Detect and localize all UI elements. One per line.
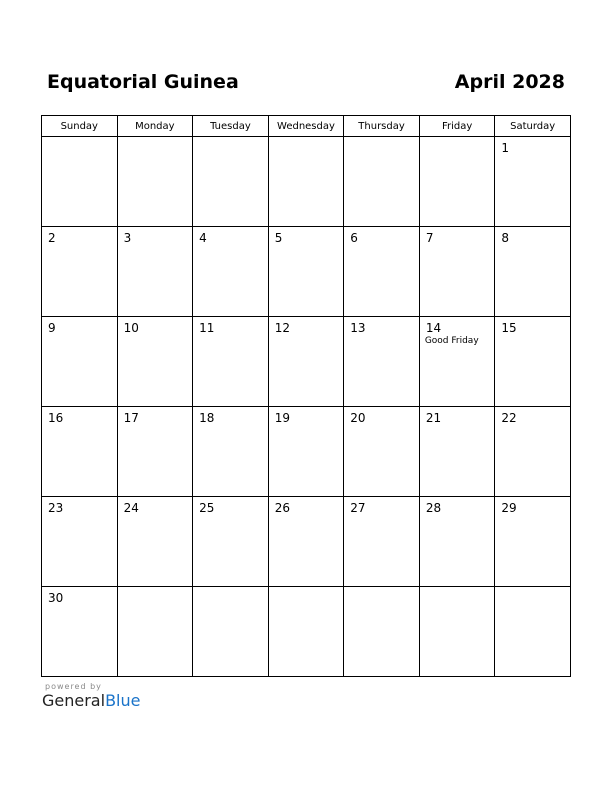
calendar-body	[42, 137, 571, 677]
day-number: 13	[350, 321, 366, 335]
day-cell	[268, 497, 344, 587]
day-number: 8	[501, 231, 510, 245]
day-number: 27	[350, 501, 366, 515]
weekday-thursday: Thursday	[344, 116, 420, 137]
day-number: 14	[425, 321, 442, 335]
day-number	[193, 137, 268, 141]
day-cell	[193, 587, 269, 677]
day-cell	[117, 317, 193, 407]
day-number	[344, 137, 419, 141]
week-row	[42, 407, 571, 497]
day-cell	[117, 137, 193, 227]
day-number: 5	[274, 231, 283, 245]
day-number	[269, 587, 344, 591]
day-cell	[42, 587, 118, 677]
day-cell	[419, 497, 495, 587]
day-number: 15	[501, 321, 517, 335]
day-number	[344, 587, 419, 591]
day-number: 4	[199, 231, 207, 245]
logo-general: General	[42, 691, 106, 710]
day-cell	[344, 587, 420, 677]
day-number: 21	[425, 411, 442, 425]
day-number: 25	[199, 501, 215, 515]
day-cell	[42, 227, 118, 317]
weekday-tuesday: Tuesday	[193, 116, 269, 137]
day-number	[193, 587, 268, 591]
week-row	[42, 227, 571, 317]
day-cell	[344, 497, 420, 587]
day-cell	[344, 317, 420, 407]
day-number: 11	[199, 321, 215, 335]
day-cell	[42, 407, 118, 497]
day-cell	[117, 497, 193, 587]
day-number: 2	[48, 231, 56, 245]
weekday-wednesday: Wednesday	[268, 116, 344, 137]
footer-brand	[42, 682, 140, 711]
day-cell	[495, 587, 571, 677]
weekday-monday: Monday	[117, 116, 193, 137]
week-row	[42, 317, 571, 407]
month-year-title: April 2028	[454, 71, 565, 93]
day-number: 22	[501, 411, 517, 425]
logo-blue: Blue	[105, 691, 141, 710]
day-cell	[495, 137, 571, 227]
week-row	[42, 137, 571, 227]
day-number: 1	[501, 141, 510, 155]
day-number	[420, 137, 495, 141]
day-number	[42, 137, 117, 141]
day-cell	[419, 227, 495, 317]
day-number: 28	[425, 501, 442, 515]
day-cell	[117, 587, 193, 677]
day-cell	[117, 227, 193, 317]
day-number: 9	[48, 321, 56, 335]
week-row	[42, 497, 571, 587]
day-cell	[193, 227, 269, 317]
day-cell	[193, 407, 269, 497]
day-number: 17	[123, 411, 139, 425]
day-number	[118, 137, 193, 141]
day-cell	[419, 137, 495, 227]
day-cell	[117, 407, 193, 497]
day-cell	[495, 497, 571, 587]
day-cell	[268, 227, 344, 317]
country-title: Equatorial Guinea	[47, 71, 239, 93]
day-number: 24	[123, 501, 139, 515]
day-number: 3	[123, 231, 132, 245]
day-number: 19	[274, 411, 290, 425]
day-cell	[193, 497, 269, 587]
day-cell	[495, 227, 571, 317]
day-cell	[193, 137, 269, 227]
calendar-grid	[41, 115, 571, 677]
week-row	[42, 587, 571, 677]
day-cell	[419, 407, 495, 497]
day-cell	[344, 227, 420, 317]
day-number: 20	[350, 411, 366, 425]
day-number: 7	[425, 231, 434, 245]
day-cell	[495, 407, 571, 497]
day-cell	[193, 317, 269, 407]
day-cell	[419, 317, 495, 407]
day-number: 6	[350, 231, 358, 245]
generalblue-logo	[42, 691, 140, 711]
day-cell	[419, 587, 495, 677]
day-number: 18	[199, 411, 215, 425]
powered-by-text: powered by	[45, 682, 102, 691]
day-cell	[268, 587, 344, 677]
day-cell	[268, 407, 344, 497]
day-number: 29	[501, 501, 517, 515]
day-number: 16	[48, 411, 64, 425]
day-cell	[42, 497, 118, 587]
day-number: 30	[48, 591, 64, 605]
day-number: 10	[123, 321, 139, 335]
day-cell	[268, 137, 344, 227]
day-cell	[344, 407, 420, 497]
day-cell	[42, 317, 118, 407]
day-number: 12	[274, 321, 290, 335]
day-cell	[495, 317, 571, 407]
day-number	[118, 587, 193, 591]
day-number	[420, 587, 495, 591]
day-number	[269, 137, 344, 141]
day-number: 23	[48, 501, 64, 515]
weekday-friday: Friday	[419, 116, 495, 137]
holiday-label: Good Friday	[424, 336, 479, 346]
day-cell	[42, 137, 118, 227]
weekday-sunday: Sunday	[42, 116, 118, 137]
day-cell	[268, 317, 344, 407]
day-number: 26	[274, 501, 290, 515]
day-cell	[344, 137, 420, 227]
day-number	[495, 587, 570, 591]
weekday-saturday: Saturday	[495, 116, 571, 137]
weekday-header-row	[42, 116, 571, 137]
